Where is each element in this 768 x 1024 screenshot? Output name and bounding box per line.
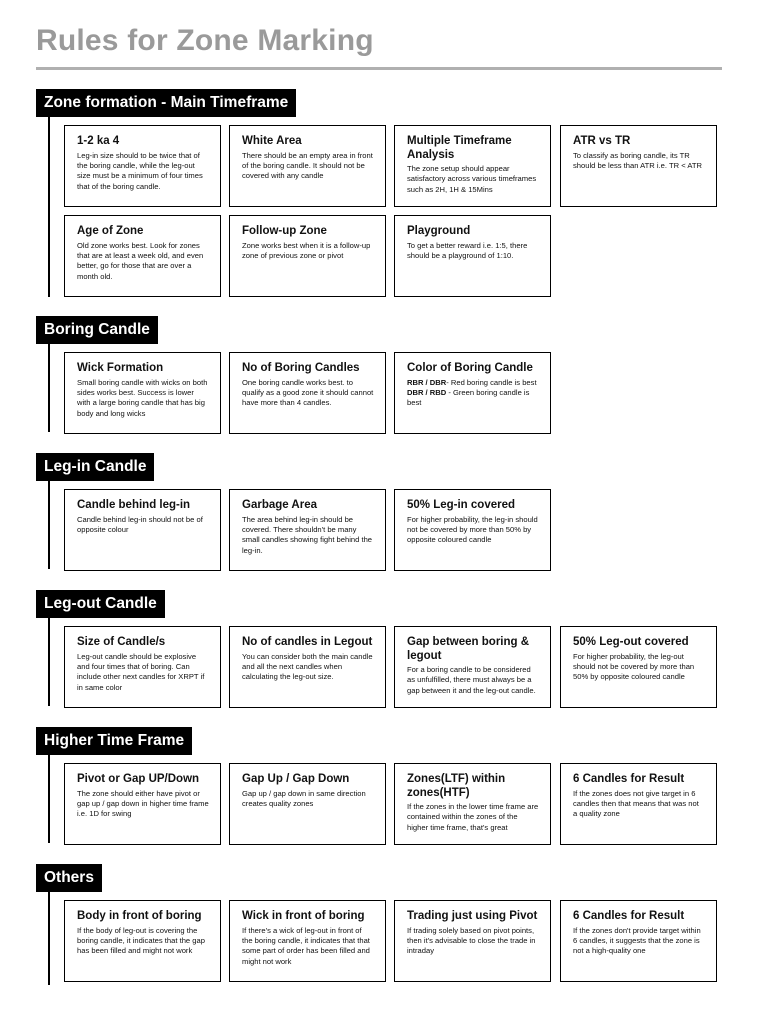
section-connector-line xyxy=(48,892,50,985)
card-color-of-boring-candle xyxy=(394,352,551,434)
card-6-candles-for-result-others xyxy=(560,900,717,982)
pattern-description: - Green boring candle is best xyxy=(407,387,530,408)
card-1-2-ka-4 xyxy=(64,125,221,207)
card-title: Candle behind leg-in xyxy=(77,499,191,511)
card-playground xyxy=(394,215,551,297)
section-leg-in-candle xyxy=(36,453,736,573)
card-trading-using-pivot xyxy=(394,900,551,982)
card-body: The zone should either have pivot or gap up / gap down in higher time frame i.e. 1D for swing xyxy=(77,788,209,819)
card-body: If the zones does not give target in 6 candles then that means that was not a quality zone xyxy=(573,788,699,819)
section-connector-line xyxy=(48,618,50,706)
section-connector-line xyxy=(48,755,50,843)
card-no-of-candles-in-legout xyxy=(229,626,386,708)
card-body: Old zone works best. Look for zones that are at least a week old, and even better, go for those that are over a month old. xyxy=(77,240,204,281)
card-title: Pivot or Gap UP/Down xyxy=(77,773,200,785)
card-50-leg-in-covered xyxy=(394,489,551,571)
card-title: Age of Zone xyxy=(77,225,144,237)
card-title: White Area xyxy=(242,135,302,147)
card-body: If there's a wick of leg-out in front of the boring candle, it indicates that that some part of order has been filled and might not work xyxy=(242,925,370,966)
card-body: If the zones in the lower time frame are contained within the zones of the higher time frame, that's great xyxy=(407,802,539,832)
card-title: Zones(LTF) within zones(HTF) xyxy=(407,773,506,799)
card-title: Trading just using Pivot xyxy=(407,910,538,922)
card-body: If trading solely based on pivot points, then it's advisable to close the trade in intraday xyxy=(407,925,536,956)
section-leg-out-candle xyxy=(36,590,736,710)
card-title: Multiple Timeframe Analysis xyxy=(407,135,512,161)
section-higher-time-frame xyxy=(36,727,736,847)
section-others xyxy=(36,864,736,988)
card-gap-up-gap-down xyxy=(229,763,386,845)
card-title: 6 Candles for Result xyxy=(573,910,685,922)
card-title: Size of Candle/s xyxy=(77,636,166,648)
card-50-leg-out-covered xyxy=(560,626,717,708)
card-title: No of candles in Legout xyxy=(242,636,373,648)
card-body: Candle behind leg-in should not be of opposite colour xyxy=(77,514,203,534)
pattern-label: DBR / RBD xyxy=(407,387,447,397)
card-title: Body in front of boring xyxy=(77,910,202,922)
pattern-description: - Red boring candle is best xyxy=(446,377,537,387)
card-multiple-timeframe xyxy=(394,125,551,207)
card-body: Gap up / gap down in same direction creates quality zones xyxy=(242,788,366,808)
card-body: Leg-in size should to be twice that of the boring candle, while the leg-out size must be a minimum of four times that of the boring candle. xyxy=(77,150,203,191)
card-body: For a boring candle to be considered as unfulfilled, there must always be a gap between it and the leg-out candle. xyxy=(407,665,536,695)
section-header: Leg-in Candle xyxy=(36,453,154,481)
section-zone-formation xyxy=(36,89,736,299)
card-size-of-candles xyxy=(64,626,221,708)
card-wick-in-front-of-boring xyxy=(229,900,386,982)
card-garbage-area xyxy=(229,489,386,571)
title-divider xyxy=(36,67,722,70)
card-body: For higher probability, the leg-out should not be covered by more than 50% by opposite coloured candle xyxy=(573,651,695,682)
card-body: To classify as boring candle, its TR should be less than ATR i.e. TR < ATR xyxy=(573,150,702,170)
card-title: 6 Candles for Result xyxy=(573,773,685,785)
card-title: Follow-up Zone xyxy=(242,225,327,237)
card-candle-behind-leg-in xyxy=(64,489,221,571)
card-zones-ltf-within-htf xyxy=(394,763,551,845)
card-title: 50% Leg-out covered xyxy=(573,636,689,648)
card-body: Zone works best when it is a follow-up zone of previous zone or pivot xyxy=(242,240,371,260)
card-body: If the zones don't provide target within 6 candles, it suggests that the zone is not a high-quality one xyxy=(573,925,701,956)
card-no-of-boring-candles xyxy=(229,352,386,434)
section-header: Boring Candle xyxy=(36,316,158,344)
page-title: Rules for Zone Marking xyxy=(36,24,374,57)
section-connector-line xyxy=(48,117,50,297)
section-header: Leg-out Candle xyxy=(36,590,165,618)
section-header: Zone formation - Main Timeframe xyxy=(36,89,296,117)
card-body: There should be an empty area in front of the boring candle. It should not be covered with any candle xyxy=(242,150,373,181)
card-body: Leg-out candle should be explosive and four times that of boring. Can include other next candles for XRPT if in same color xyxy=(77,651,205,692)
card-pivot-or-gap xyxy=(64,763,221,845)
card-body: The area behind leg-in should be covered. There shouldn't be many small candles showing fight behind the leg-in. xyxy=(242,514,373,555)
card-body: To get a better reward i.e. 1:5, there should be a playground of 1:10. xyxy=(407,240,528,260)
card-body: If the body of leg-out is covering the boring candle, it indicates that the gap has been filled and might not work xyxy=(77,925,205,956)
section-connector-line xyxy=(48,344,50,432)
card-body-in-front-of-boring xyxy=(64,900,221,982)
card-wick-formation xyxy=(64,352,221,434)
card-title: No of Boring Candles xyxy=(242,362,360,374)
card-title: Color of Boring Candle xyxy=(407,362,533,374)
card-body: For higher probability, the leg-in should not be covered by more than 50% by opposite coloured candle xyxy=(407,514,538,545)
card-title: ATR vs TR xyxy=(573,135,631,147)
card-white-area xyxy=(229,125,386,207)
card-follow-up-zone xyxy=(229,215,386,297)
section-boring-candle xyxy=(36,316,736,436)
card-title: Gap Up / Gap Down xyxy=(242,773,350,785)
card-atr-vs-tr xyxy=(560,125,717,207)
section-header: Others xyxy=(36,864,102,892)
card-title: Playground xyxy=(407,225,471,237)
card-title: Garbage Area xyxy=(242,499,317,511)
card-body: Small boring candle with wicks on both sides works best. Success is lower with a large boring candle that has big body and long wicks xyxy=(77,377,208,418)
card-body: The zone setup should appear satisfactory across various timeframes such as 2H, 1H & 15Mins xyxy=(407,164,537,194)
card-title: 50% Leg-in covered xyxy=(407,499,516,511)
card-body xyxy=(407,378,539,409)
section-connector-line xyxy=(48,481,50,569)
card-6-candles-for-result xyxy=(560,763,717,845)
card-age-of-zone xyxy=(64,215,221,297)
card-title: Gap between boring & legout xyxy=(407,636,530,662)
card-title: Wick in front of boring xyxy=(242,910,365,922)
pattern-label: RBR / DBR xyxy=(407,377,447,387)
card-title: Wick Formation xyxy=(77,362,164,374)
card-body: You can consider both the main candle and all the next candles when calculating the leg-out size. xyxy=(242,651,373,682)
section-header: Higher Time Frame xyxy=(36,727,192,755)
card-body: One boring candle works best. to qualify as a good zone it should cannot have more than 4 candles. xyxy=(242,377,374,408)
card-gap-between-boring-legout xyxy=(394,626,551,708)
card-title: 1-2 ka 4 xyxy=(77,135,120,147)
